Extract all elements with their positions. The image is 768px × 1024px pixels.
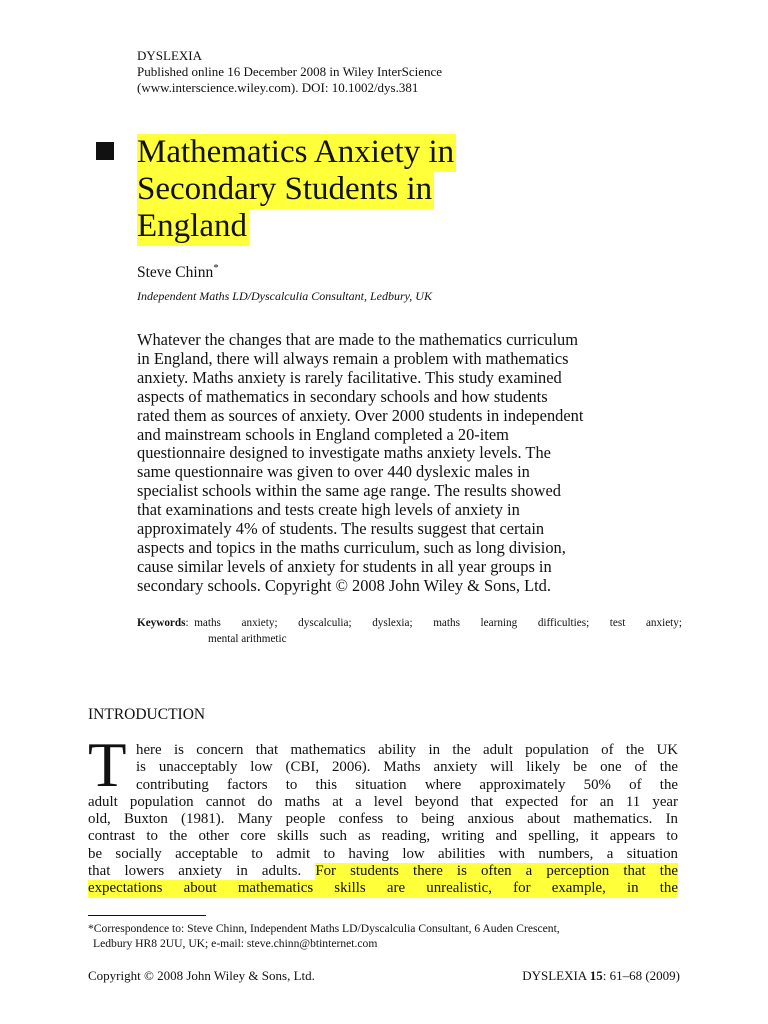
- keywords: Keywords : maths anxiety; dyscalculia; dyslexia; maths learning difficulties; test anxiety; mental arithmetic: [137, 617, 682, 645]
- body-line: here is concern that mathematics ability in the adult population of the UK: [136, 742, 678, 758]
- title-bullet-icon: [96, 142, 114, 160]
- keywords-label: Keywords: [137, 617, 186, 629]
- page-footer: [88, 968, 680, 984]
- drop-cap: T: [88, 730, 127, 800]
- journal-header: [137, 48, 697, 96]
- body-line: be socially acceptable to admit to having low abilities with numbers, a situation: [88, 845, 678, 862]
- body-line: contrast to the other core skills such as reading, writing and spelling, it appears to: [88, 828, 678, 845]
- article-title: [137, 134, 697, 245]
- abstract-line: questionnaire designed to investigate maths anxiety levels. The: [137, 443, 551, 463]
- highlighted-text: expectations about mathematics skills are unrealistic, for example, in the: [88, 880, 678, 897]
- footnote: [88, 922, 683, 951]
- section-heading: INTRODUCTION: [88, 706, 206, 723]
- author: [137, 262, 219, 282]
- footnote-line: *Correspondence to: Steve Chinn, Independent Maths LD/Dyscalculia Consultant, 6 Auden Crescent,: [88, 922, 560, 935]
- abstract-line: that examinations and tests create high levels of anxiety in: [137, 500, 520, 520]
- author-mark: *: [213, 262, 219, 274]
- abstract-line: Whatever the changes that are made to the mathematics curriculum: [137, 330, 578, 349]
- title-line: Secondary Students in: [137, 171, 433, 207]
- abstract-line: anxiety. Maths anxiety is rarely facilitative. This study examined: [137, 367, 562, 387]
- body-text: [88, 742, 678, 898]
- body-line: [88, 863, 678, 880]
- body-line: adult population cannot do maths at a level beyond that expected for an 11 year: [88, 793, 678, 810]
- abstract-line: aspects of mathematics in secondary schools and how students: [137, 386, 548, 406]
- body-text-segment: that lowers anxiety in adults.: [88, 863, 302, 880]
- affiliation: Independent Maths LD/Dyscalculia Consultant, Ledbury, UK: [137, 289, 432, 303]
- footer-citation: [522, 968, 680, 984]
- footer-copyright: Copyright © 2008 John Wiley & Sons, Ltd.: [88, 968, 315, 983]
- abstract-line: secondary schools. Copyright © 2008 John Wiley & Sons, Ltd.: [137, 575, 551, 595]
- abstract-line: rated them as sources of anxiety. Over 2000 students in independent: [137, 405, 584, 425]
- footer-journal: DYSLEXIA: [522, 968, 587, 983]
- abstract-line: approximately 4% of students. The results suggest that certain: [137, 519, 545, 539]
- journal-name: DYSLEXIA: [137, 48, 202, 63]
- abstract: [137, 331, 682, 596]
- abstract-line: in England, there will always remain a problem with mathematics: [137, 348, 569, 368]
- footer-volume: 15: [589, 968, 603, 983]
- abstract-line: same questionnaire was given to over 440 dyslexic males in: [137, 462, 530, 482]
- doi-line: (www.interscience.wiley.com). DOI: 10.1002/dys.381: [137, 80, 419, 95]
- abstract-line: aspects and topics in the maths curriculum, such as long division,: [137, 537, 566, 557]
- body-line: contributing factors to this situation where approximately 50% of the: [136, 776, 678, 793]
- keywords-line: maths anxiety; dyscalculia; dyslexia; maths learning difficulties; test anxiety;: [194, 617, 682, 629]
- title-line: England: [137, 208, 247, 244]
- abstract-line: and mainstream schools in England completed a 20-item: [137, 424, 509, 444]
- footer-pages: : 61–68 (2009): [602, 968, 680, 983]
- footnote-line: Ledbury HR8 2UU, UK; e-mail: steve.chinn@btinternet.com: [93, 936, 378, 950]
- title-line: Mathematics Anxiety in: [137, 134, 455, 170]
- abstract-line: cause similar levels of anxiety for students in all year groups in: [137, 556, 552, 576]
- abstract-line: specialist schools within the same age range. The results showed: [137, 481, 561, 501]
- keywords-line: mental arithmetic: [208, 633, 287, 645]
- publication-info: Published online 16 December 2008 in Wiley InterScience: [137, 64, 443, 79]
- body-line: is unacceptably low (CBI, 2006). Maths anxiety will likely be one of the: [136, 759, 678, 776]
- body-line: old, Buxton (1981). Many people confess to being anxious about mathematics. In: [88, 811, 678, 828]
- highlighted-text: For students there is often a perception that the: [315, 863, 678, 880]
- author-name: Steve Chinn: [137, 264, 214, 282]
- footnote-divider: [88, 915, 206, 916]
